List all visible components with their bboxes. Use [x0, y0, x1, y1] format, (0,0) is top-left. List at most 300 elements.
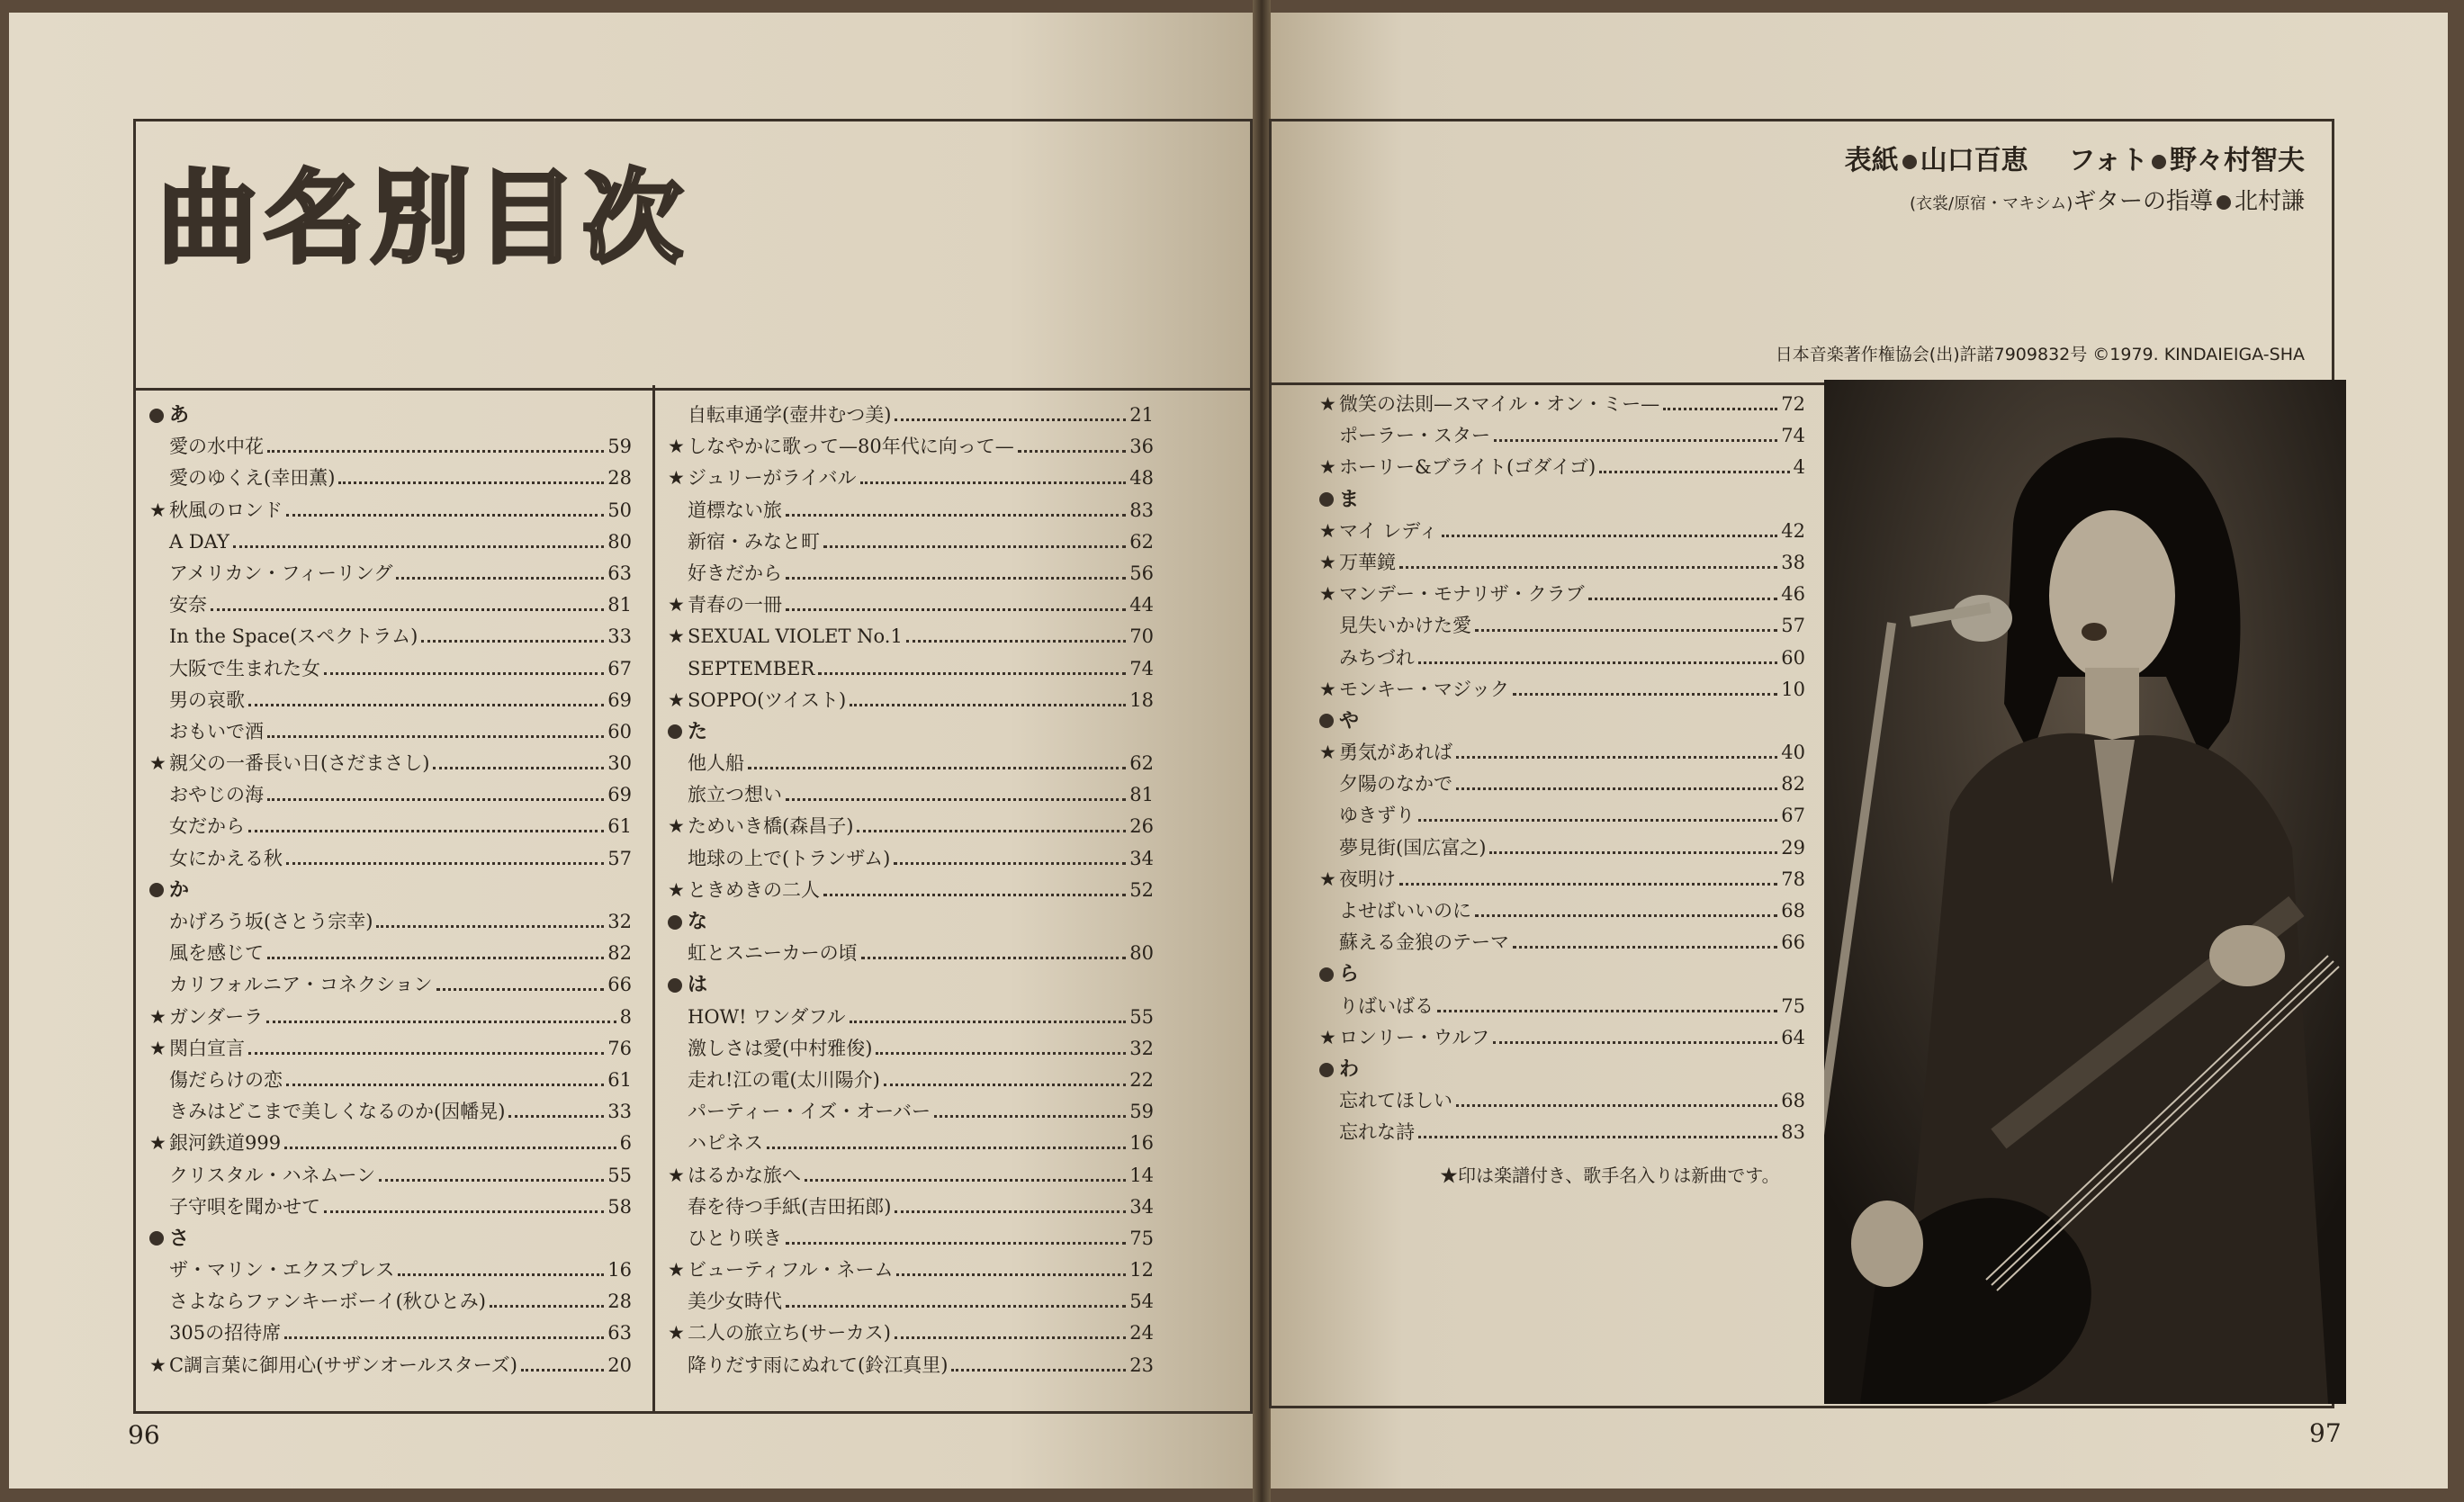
singer-photo	[1824, 380, 2346, 1404]
dot-leader	[379, 1179, 604, 1182]
song-title: 勇気があれば	[1339, 742, 1452, 764]
song-title: 女だから	[169, 815, 245, 838]
page-ref: 68	[1781, 1090, 1805, 1112]
index-entry	[668, 938, 1154, 969]
index-entry	[1319, 452, 1805, 483]
dot-leader	[1489, 851, 1777, 854]
bullet-icon	[1902, 155, 1917, 169]
song-title: 自転車通学(壺井むつ美)	[688, 404, 892, 426]
song-title: 微笑の法則—スマイル・オン・ミー—	[1339, 393, 1660, 415]
index-entry	[149, 1065, 632, 1096]
page-ref: 75	[1129, 1227, 1154, 1249]
index-entry	[1319, 769, 1805, 800]
page-ref: 33	[607, 625, 632, 648]
dot-leader	[1418, 819, 1777, 822]
dot-leader	[1599, 471, 1789, 473]
dot-leader	[436, 988, 605, 991]
index-entry	[149, 969, 632, 1001]
index-entry	[668, 495, 1154, 526]
index-entry	[1319, 610, 1805, 642]
star-icon: ★	[149, 1037, 166, 1059]
dot-leader	[1475, 629, 1777, 632]
song-title: アメリカン・フィーリング	[169, 562, 393, 584]
index-entry	[149, 1192, 632, 1223]
dot-leader	[1513, 693, 1777, 696]
index-entry	[1319, 864, 1805, 895]
page-ref: 58	[607, 1195, 632, 1218]
page-ref: 61	[607, 815, 632, 838]
dot-leader	[376, 925, 604, 928]
dot-leader	[876, 1052, 1126, 1055]
section-letter: ま	[1339, 488, 1360, 511]
photo-name: 野々村智夫	[2170, 145, 2305, 176]
song-title: みちづれ	[1339, 646, 1415, 669]
dot-leader	[284, 1147, 616, 1149]
index-entry	[668, 1160, 1154, 1192]
bullet-icon	[1319, 967, 1334, 982]
song-title: 好きだから	[688, 562, 782, 584]
dot-leader	[1475, 914, 1777, 917]
bullet-icon	[1319, 714, 1334, 728]
index-entry	[668, 589, 1154, 621]
page-number-left: 96	[128, 1420, 160, 1450]
page-ref: 66	[1781, 931, 1805, 954]
song-title: ときめきの二人	[688, 878, 820, 901]
song-title: 大阪で生まれた女	[169, 657, 320, 679]
section-letter: さ	[169, 1227, 190, 1250]
page-ref: 83	[1781, 1121, 1805, 1144]
index-entry	[668, 1286, 1154, 1318]
page-ref: 54	[1129, 1291, 1154, 1313]
page-ref: 12	[1129, 1259, 1154, 1282]
song-title: かげろう坂(さとう宗幸)	[169, 911, 373, 932]
page-ref: 66	[607, 974, 632, 996]
dot-leader	[267, 798, 604, 801]
legend-note: ★印は楽譜付き、歌手名入りは新曲です。	[1440, 1165, 1780, 1186]
section-letter: や	[1339, 709, 1360, 733]
dot-leader	[1588, 598, 1778, 600]
dot-leader	[748, 767, 1126, 769]
index-entry	[1319, 547, 1805, 579]
page-ref: 42	[1781, 519, 1805, 542]
page-ref: 32	[1129, 1037, 1154, 1059]
song-title: おもいで酒	[169, 720, 264, 742]
section-heading	[149, 400, 632, 431]
dot-leader	[324, 1210, 604, 1213]
index-entry	[1319, 895, 1805, 927]
dot-leader	[248, 1052, 604, 1055]
song-title: きみはどこまで美しくなるのか(因幡晃)	[169, 1101, 506, 1123]
page-ref: 57	[1781, 615, 1805, 637]
bullet-icon	[668, 978, 682, 993]
page-ref: 75	[1781, 994, 1805, 1017]
dot-leader	[786, 1305, 1126, 1308]
song-title: 愛のゆくえ(幸田薫)	[169, 467, 336, 490]
bullet-icon	[668, 724, 682, 739]
page-ref: 69	[607, 688, 632, 711]
dot-leader	[1399, 566, 1777, 569]
index-entry	[668, 811, 1154, 842]
index-entry	[149, 938, 632, 969]
index-entry	[1319, 420, 1805, 452]
index-entry	[1319, 1117, 1805, 1148]
page-ref: 82	[607, 942, 632, 965]
song-title: 降りだす雨にぬれて(鈴江真里)	[688, 1354, 949, 1376]
dot-leader	[233, 545, 604, 548]
song-title: 万華鏡	[1339, 551, 1396, 573]
page-ref: 78	[1781, 868, 1805, 890]
dot-leader	[1494, 439, 1777, 442]
index-entry	[1319, 832, 1805, 864]
song-title: 見失いかけた愛	[1339, 615, 1471, 637]
dot-leader	[521, 1369, 604, 1372]
page-ref: 62	[1129, 530, 1154, 553]
page-ref: 70	[1129, 625, 1154, 648]
index-entry	[1319, 579, 1805, 610]
section-letter: ら	[1339, 963, 1360, 986]
page-ref: 80	[1129, 942, 1154, 965]
page-ref: 23	[1129, 1354, 1154, 1376]
index-entry	[1319, 389, 1805, 420]
dot-leader	[896, 1273, 1126, 1276]
dot-leader	[267, 735, 604, 738]
dot-leader	[823, 545, 1126, 548]
credits-box	[1269, 119, 2334, 385]
section-heading	[149, 1223, 632, 1255]
song-title: マイ レディ	[1339, 519, 1438, 542]
star-icon: ★	[668, 1164, 685, 1186]
song-title: 忘れな詩	[1339, 1121, 1415, 1144]
cover-name: 山口百恵	[1920, 145, 2028, 176]
page-ref: 55	[1129, 1005, 1154, 1028]
index-entry	[1319, 800, 1805, 832]
dot-leader	[823, 894, 1126, 896]
bullet-icon	[2152, 155, 2166, 169]
index-entry	[668, 843, 1154, 875]
song-title: カリフォルニア・コネクション	[169, 974, 433, 996]
page-ref: 48	[1129, 467, 1154, 490]
song-title: ホーリー&ブライト(ゴダイゴ)	[1339, 456, 1596, 479]
song-title: SEPTEMBER	[688, 657, 815, 679]
song-title: 夕陽のなかで	[1339, 773, 1452, 796]
index-entry	[149, 621, 632, 652]
bullet-icon	[668, 915, 682, 930]
dot-leader	[284, 1336, 604, 1339]
page-ref: 22	[1129, 1068, 1154, 1091]
index-entry	[668, 526, 1154, 558]
song-title: 夢見街(国広富之)	[1339, 836, 1487, 859]
song-title: マンデー・モナリザ・クラブ	[1339, 583, 1585, 606]
page-ref: 69	[607, 784, 632, 806]
index-entry	[149, 558, 632, 589]
song-title: 銀河鉄道999	[169, 1132, 282, 1155]
page-ref: 74	[1129, 657, 1154, 679]
song-title: 夜明け	[1339, 868, 1396, 890]
index-entry	[149, 1033, 632, 1065]
song-title: 他人船	[688, 752, 744, 775]
star-icon: ★	[1319, 551, 1336, 573]
song-title: 蘇える金狼のテーマ	[1339, 931, 1509, 954]
page-ref: 72	[1781, 393, 1805, 415]
index-entry	[149, 1350, 632, 1381]
page-ref: 29	[1781, 836, 1805, 859]
index-entry	[668, 1128, 1154, 1159]
page-ref: 20	[607, 1354, 632, 1376]
song-title: ロンリー・ウルフ	[1339, 1026, 1490, 1048]
dot-leader	[324, 672, 604, 675]
index-entry	[149, 779, 632, 811]
title-box	[133, 119, 1253, 391]
dot-leader	[1018, 450, 1127, 453]
page-ref: 61	[607, 1068, 632, 1091]
section-heading	[1319, 1054, 1805, 1085]
page-ref: 63	[607, 1322, 632, 1345]
page-ref: 81	[1129, 784, 1154, 806]
index-entry	[149, 1096, 632, 1128]
page-ref: 60	[607, 720, 632, 742]
dot-leader	[267, 450, 604, 453]
guitar-name: 北村謙	[2234, 188, 2305, 215]
star-icon: ★	[149, 1005, 166, 1028]
dot-leader	[895, 418, 1126, 421]
dot-leader	[860, 481, 1127, 484]
index-entry	[1319, 516, 1805, 547]
song-title: 関白宣言	[169, 1037, 245, 1059]
index-entry	[668, 1033, 1154, 1065]
bullet-icon	[1319, 492, 1334, 507]
dot-leader	[951, 1369, 1126, 1372]
page-ref: 44	[1129, 594, 1154, 616]
dot-leader	[895, 1336, 1126, 1339]
star-icon: ★	[1319, 519, 1336, 542]
index-entry	[149, 653, 632, 685]
page-ref: 67	[607, 657, 632, 679]
dot-leader	[490, 1305, 604, 1308]
index-entry	[149, 1286, 632, 1318]
dot-leader	[861, 957, 1127, 959]
star-icon: ★	[1319, 583, 1336, 606]
dot-leader	[1437, 1010, 1777, 1012]
song-title: 子守唄を聞かせて	[169, 1195, 320, 1218]
song-title: 美少女時代	[688, 1291, 782, 1313]
dot-leader	[895, 1210, 1126, 1213]
dot-leader	[1418, 1136, 1777, 1138]
song-title: クリスタル・ハネムーン	[169, 1164, 376, 1186]
index-entry	[149, 1255, 632, 1286]
dot-leader	[1513, 946, 1777, 949]
star-icon: ★	[668, 1259, 685, 1282]
song-title: パーティー・イズ・オーバー	[688, 1101, 931, 1123]
song-title: 虹とスニーカーの頃	[688, 942, 858, 965]
index-entry	[149, 1318, 632, 1349]
song-title: 男の哀歌	[169, 688, 245, 711]
index-entry	[149, 1160, 632, 1192]
song-title: 激しさは愛(中村雅俊)	[688, 1037, 873, 1059]
dot-leader	[1663, 408, 1777, 410]
star-icon: ★	[1319, 456, 1336, 479]
dot-leader	[850, 1021, 1127, 1023]
section-heading	[668, 969, 1154, 1001]
index-entry	[149, 526, 632, 558]
index-entry	[149, 811, 632, 842]
star-icon: ★	[668, 467, 685, 490]
song-title: ジュリーがライバル	[688, 467, 857, 490]
index-entry	[668, 431, 1154, 463]
page-ref: 46	[1781, 583, 1805, 606]
credits-line-2	[1845, 183, 2305, 216]
dot-leader	[248, 704, 604, 706]
page-ref: 34	[1129, 1195, 1154, 1218]
dot-leader	[267, 957, 604, 959]
credits-line-1	[1845, 138, 2305, 177]
guitar-label: ギターの指導	[2073, 188, 2213, 215]
dot-leader	[884, 1084, 1126, 1086]
page-ref: 81	[607, 594, 632, 616]
index-entry	[668, 748, 1154, 779]
section-heading	[668, 716, 1154, 748]
song-title: ゆきずり	[1339, 805, 1415, 827]
index-entry	[668, 463, 1154, 494]
dot-leader	[818, 672, 1126, 675]
dot-leader	[286, 1084, 604, 1086]
index-entry	[149, 1128, 632, 1159]
page-ref: 28	[607, 467, 632, 490]
page-ref: 55	[607, 1164, 632, 1186]
credits	[1845, 138, 2305, 216]
star-icon: ★	[149, 1354, 166, 1376]
dot-leader	[786, 1242, 1126, 1245]
dot-leader	[934, 1115, 1126, 1118]
song-title: 旅立つ想い	[688, 784, 782, 806]
song-title: A DAY	[169, 530, 229, 553]
index-entry	[668, 621, 1154, 652]
star-icon: ★	[668, 688, 685, 711]
song-title: HOW! ワンダフル	[688, 1005, 846, 1028]
page-ref: 83	[1129, 499, 1154, 521]
song-title: おやじの海	[169, 784, 264, 806]
page-ref: 33	[607, 1101, 632, 1123]
column-divider	[652, 385, 655, 1414]
dot-leader	[1456, 1104, 1777, 1107]
index-entry	[668, 1223, 1154, 1255]
page-ref: 68	[1781, 900, 1805, 922]
index-entry	[1319, 643, 1805, 674]
index-entry	[668, 1192, 1154, 1223]
page-ref: 24	[1129, 1322, 1154, 1345]
index-entry	[668, 1002, 1154, 1033]
star-icon: ★	[1319, 868, 1336, 890]
page-ref: 57	[607, 847, 632, 869]
page-ref: 30	[607, 752, 632, 775]
song-title: 傷だらけの恋	[169, 1068, 283, 1091]
index-entry	[668, 779, 1154, 811]
star-icon: ★	[668, 625, 685, 648]
page-ref: 28	[607, 1291, 632, 1313]
dot-leader	[338, 481, 604, 484]
dot-leader	[906, 640, 1126, 643]
dot-leader	[1442, 535, 1778, 537]
page-ref: 64	[1781, 1026, 1805, 1048]
bullet-icon	[149, 409, 164, 423]
page-title: 曲名別目次	[157, 160, 688, 277]
page-ref: 74	[1781, 425, 1805, 447]
dot-leader	[211, 608, 604, 611]
dot-leader	[767, 1147, 1126, 1149]
index-column-2	[668, 400, 1154, 1381]
index-entry	[1319, 1022, 1805, 1054]
star-icon: ★	[668, 1322, 685, 1345]
index-entry	[149, 1002, 632, 1033]
photo-label: フォト	[2068, 145, 2148, 176]
dot-leader	[421, 640, 604, 643]
index-column-1	[149, 400, 632, 1381]
index-entry	[149, 716, 632, 748]
page-ref: 60	[1781, 646, 1805, 669]
index-entry	[1319, 991, 1805, 1022]
dot-leader	[286, 514, 604, 517]
song-title: 女にかえる秋	[169, 847, 283, 869]
star-icon: ★	[668, 594, 685, 616]
index-entry	[149, 843, 632, 875]
page-ref: 18	[1129, 688, 1154, 711]
song-title: 305の招待席	[169, 1322, 282, 1345]
star-icon: ★	[1319, 678, 1336, 700]
cover-label: 表紙	[1844, 145, 1899, 176]
dot-leader	[805, 1179, 1126, 1182]
dot-leader	[1456, 787, 1777, 790]
section-letter: わ	[1339, 1057, 1360, 1081]
bullet-icon	[2217, 195, 2231, 210]
song-title: 風を感じて	[169, 942, 264, 965]
song-title: SEXUAL VIOLET No.1	[688, 625, 903, 648]
page-ref: 80	[607, 530, 632, 553]
song-title: ひとり咲き	[688, 1227, 782, 1249]
book-spine	[1253, 0, 1271, 1502]
page-ref: 16	[607, 1259, 632, 1282]
dot-leader	[1399, 883, 1777, 886]
page-ref: 59	[1129, 1101, 1154, 1123]
bullet-icon	[1319, 1063, 1334, 1077]
song-title: 春を待つ手紙(吉田拓郎)	[688, 1195, 892, 1218]
index-entry	[149, 431, 632, 463]
index-entry	[668, 1255, 1154, 1286]
star-icon: ★	[1319, 742, 1336, 764]
page-ref: 16	[1129, 1132, 1154, 1155]
index-entry	[668, 685, 1154, 716]
copyright-notice: 日本音楽著作権協会(出)許諾7909832号 ©1979. KINDAIEIGA-SHA	[1775, 345, 2305, 364]
page-ref: 21	[1129, 404, 1154, 426]
index-entry	[1319, 737, 1805, 769]
dot-leader	[433, 767, 604, 769]
page-ref: 4	[1793, 456, 1805, 479]
index-entry	[149, 906, 632, 938]
dot-leader	[1456, 756, 1777, 759]
dot-leader	[286, 862, 604, 865]
song-title: 新宿・みなと町	[688, 530, 820, 553]
song-title: 安奈	[169, 594, 207, 616]
index-entry	[668, 653, 1154, 685]
index-entry	[1319, 927, 1805, 958]
song-title: 愛の水中花	[169, 436, 264, 458]
dot-leader	[508, 1115, 604, 1118]
dot-leader	[850, 704, 1126, 706]
page-ref: 56	[1129, 562, 1154, 584]
song-title: さよならファンキーボーイ(秋ひとみ)	[169, 1291, 486, 1313]
index-entry	[668, 1065, 1154, 1096]
section-heading	[149, 875, 632, 906]
dot-leader	[398, 1273, 604, 1276]
dot-leader	[786, 514, 1126, 517]
